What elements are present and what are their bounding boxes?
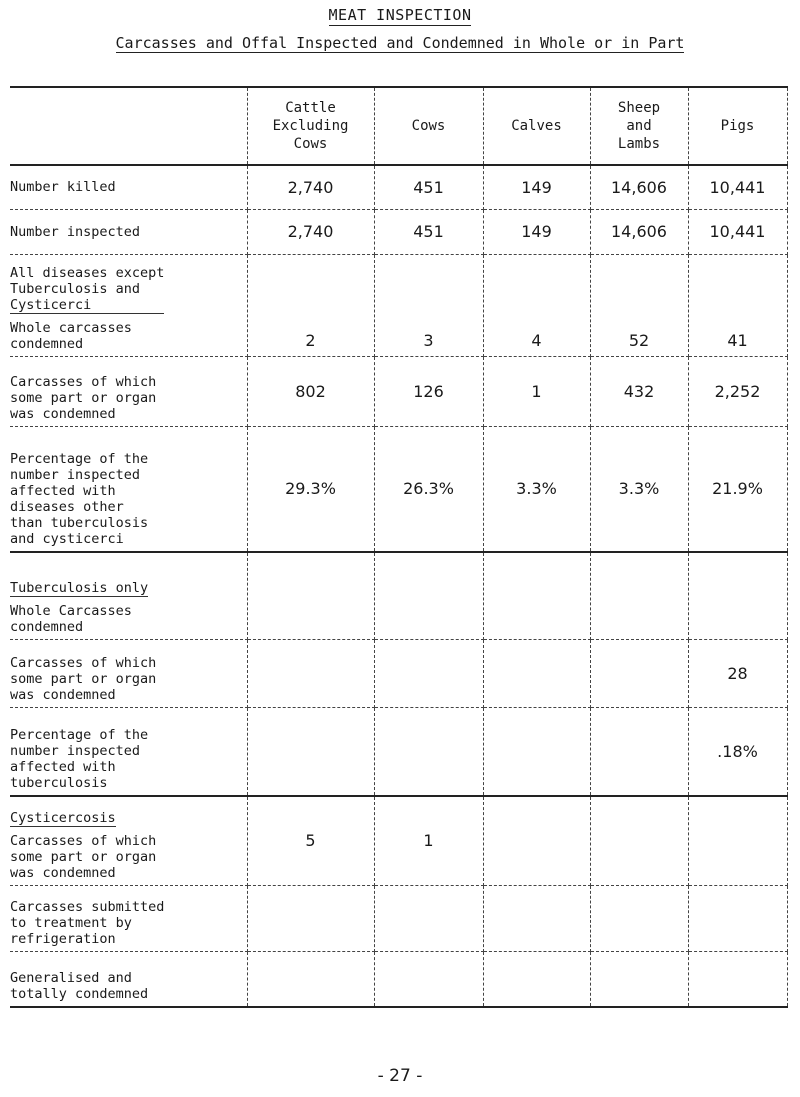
cell-cattle <box>247 552 374 639</box>
cell-calves <box>483 951 590 1007</box>
row-number-inspected <box>10 209 787 254</box>
row-label: Tuberculosis only Whole Carcasses condemned <box>10 552 247 639</box>
section-heading-tuberculosis: Tuberculosis only <box>10 579 149 596</box>
row-tb-part-condemned <box>10 639 787 707</box>
page-title: MEAT INSPECTION <box>328 6 472 24</box>
header-pigs: Pigs <box>688 87 787 165</box>
row-all-part-condemned <box>10 356 787 426</box>
row-label: Carcasses submitted to treatment by refrigeration <box>10 885 247 951</box>
row-tb-percentage <box>10 707 787 796</box>
row-number-killed <box>10 165 787 209</box>
cell-cattle: 802 <box>247 356 374 426</box>
header-sheep: Sheep and Lambs <box>590 87 688 165</box>
cell-calves <box>483 552 590 639</box>
cell-cattle <box>247 707 374 796</box>
cell-pigs: 21.9% <box>688 426 787 552</box>
cell-cows: 3 <box>374 254 483 356</box>
section-heading-all-diseases: All diseases except Tuberculosis and Cysticerci <box>10 264 165 313</box>
row-label: Number inspected <box>10 209 247 254</box>
cell-calves <box>483 796 590 885</box>
cell-cattle: 2,740 <box>247 165 374 209</box>
cell-sheep: 52 <box>590 254 688 356</box>
cell-sheep <box>590 885 688 951</box>
row-cyst-part-condemned <box>10 796 787 885</box>
row-label: Number killed <box>10 165 247 209</box>
cell-pigs: 2,252 <box>688 356 787 426</box>
cell-sheep <box>590 639 688 707</box>
cell-sheep <box>590 552 688 639</box>
cell-cows: 1 <box>374 796 483 885</box>
cell-cows: 26.3% <box>374 426 483 552</box>
cell-calves: 149 <box>483 165 590 209</box>
row-tb-whole-condemned <box>10 552 787 639</box>
page-subtitle: Carcasses and Offal Inspected and Condemned in Whole or in Part <box>115 34 685 52</box>
cell-sheep: 14,606 <box>590 165 688 209</box>
cell-sheep <box>590 796 688 885</box>
row-label: Carcasses of which some part or organ was condemned <box>10 356 247 426</box>
cell-cattle: 5 <box>247 796 374 885</box>
cell-cows <box>374 885 483 951</box>
row-cyst-refrigeration <box>10 885 787 951</box>
cell-cows: 451 <box>374 209 483 254</box>
row-label: Cysticercosis Carcasses of which some part or organ was condemned <box>10 796 247 885</box>
page-number: - 27 - <box>377 1066 423 1086</box>
cell-cattle <box>247 885 374 951</box>
header-calves: Calves <box>483 87 590 165</box>
cell-cattle <box>247 951 374 1007</box>
header-row <box>10 87 787 165</box>
cell-pigs: .18% <box>688 707 787 796</box>
cell-calves: 3.3% <box>483 426 590 552</box>
row-label: Percentage of the number inspected affected with tuberculosis <box>10 707 247 796</box>
cell-cows <box>374 707 483 796</box>
row-label: Carcasses of which some part or organ was condemned <box>10 639 247 707</box>
row-all-percentage <box>10 426 787 552</box>
header-cows: Cows <box>374 87 483 165</box>
cell-cattle: 2,740 <box>247 209 374 254</box>
cell-calves <box>483 885 590 951</box>
row-all-whole-condemned <box>10 254 787 356</box>
cell-sheep <box>590 707 688 796</box>
cell-cows <box>374 552 483 639</box>
cell-calves <box>483 639 590 707</box>
cell-calves <box>483 707 590 796</box>
cell-pigs <box>688 552 787 639</box>
cell-pigs: 28 <box>688 639 787 707</box>
cell-sheep: 14,606 <box>590 209 688 254</box>
row-label: Percentage of the number inspected affected with diseases other than tuberculosis and cysticerci <box>10 426 247 552</box>
cell-sheep: 432 <box>590 356 688 426</box>
cell-pigs: 41 <box>688 254 787 356</box>
cell-cows: 126 <box>374 356 483 426</box>
cell-calves: 1 <box>483 356 590 426</box>
cell-pigs <box>688 796 787 885</box>
cell-pigs <box>688 885 787 951</box>
cell-pigs: 10,441 <box>688 209 787 254</box>
cell-cows <box>374 639 483 707</box>
row-label: Generalised and totally condemned <box>10 951 247 1007</box>
row-cyst-generalised <box>10 951 787 1007</box>
meat-inspection-table <box>10 86 788 1008</box>
cell-pigs <box>688 951 787 1007</box>
row-label: All diseases except Tuberculosis and Cysticerci Whole carcasses condemned <box>10 254 247 356</box>
header-cattle: Cattle Excluding Cows <box>247 87 374 165</box>
cell-pigs: 10,441 <box>688 165 787 209</box>
cell-cattle: 2 <box>247 254 374 356</box>
section-heading-cysticercosis: Cysticercosis <box>10 809 116 826</box>
cell-cows <box>374 951 483 1007</box>
cell-cows: 451 <box>374 165 483 209</box>
cell-sheep: 3.3% <box>590 426 688 552</box>
cell-cattle: 29.3% <box>247 426 374 552</box>
header-blank <box>10 87 247 165</box>
cell-sheep <box>590 951 688 1007</box>
cell-calves: 4 <box>483 254 590 356</box>
cell-cattle <box>247 639 374 707</box>
cell-calves: 149 <box>483 209 590 254</box>
